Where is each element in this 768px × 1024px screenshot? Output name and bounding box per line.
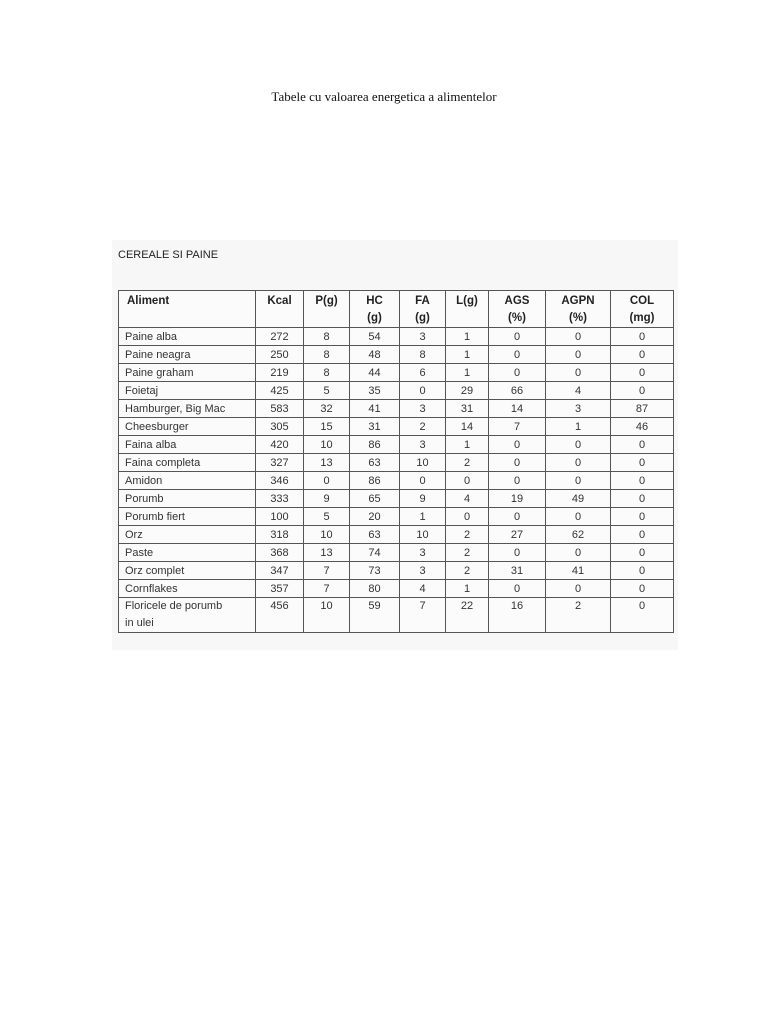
value-cell: 0 xyxy=(611,382,674,400)
column-header-fa: FA (g) xyxy=(400,291,446,328)
value-cell: 10 xyxy=(400,526,446,544)
value-cell: 0 xyxy=(489,454,546,472)
value-cell: 9 xyxy=(304,490,350,508)
value-cell: 0 xyxy=(546,472,611,490)
value-cell: 272 xyxy=(256,328,304,346)
value-cell: 0 xyxy=(446,508,489,526)
value-cell: 0 xyxy=(611,454,674,472)
value-cell: 54 xyxy=(350,328,400,346)
value-cell: 16 xyxy=(489,598,546,633)
section-title: CEREALE SI PAINE xyxy=(118,249,219,261)
value-cell: 8 xyxy=(304,346,350,364)
table-row xyxy=(119,382,674,400)
value-cell: 0 xyxy=(489,472,546,490)
table-row xyxy=(119,598,674,633)
table-row xyxy=(119,490,674,508)
value-cell: 41 xyxy=(350,400,400,418)
food-name-cell: Faina alba xyxy=(119,436,256,454)
value-cell: 3 xyxy=(400,436,446,454)
value-cell: 0 xyxy=(489,364,546,382)
value-cell: 2 xyxy=(446,562,489,580)
value-cell: 0 xyxy=(611,436,674,454)
value-cell: 0 xyxy=(546,364,611,382)
value-cell: 2 xyxy=(400,418,446,436)
food-name-cell: Cheesburger xyxy=(119,418,256,436)
column-header-kcal: Kcal xyxy=(256,291,304,328)
value-cell: 0 xyxy=(611,346,674,364)
value-cell: 44 xyxy=(350,364,400,382)
value-cell: 0 xyxy=(611,472,674,490)
value-cell: 1 xyxy=(446,346,489,364)
value-cell: 0 xyxy=(400,472,446,490)
food-name-cell: Orz complet xyxy=(119,562,256,580)
table-row xyxy=(119,364,674,382)
value-cell: 347 xyxy=(256,562,304,580)
value-cell: 8 xyxy=(304,328,350,346)
value-cell: 1 xyxy=(446,364,489,382)
food-name-cell: Hamburger, Big Mac xyxy=(119,400,256,418)
value-cell: 35 xyxy=(350,382,400,400)
value-cell: 31 xyxy=(350,418,400,436)
value-cell: 10 xyxy=(400,454,446,472)
value-cell: 48 xyxy=(350,346,400,364)
value-cell: 0 xyxy=(611,364,674,382)
value-cell: 305 xyxy=(256,418,304,436)
value-cell: 41 xyxy=(546,562,611,580)
value-cell: 14 xyxy=(446,418,489,436)
value-cell: 0 xyxy=(611,544,674,562)
value-cell: 7 xyxy=(489,418,546,436)
value-cell: 0 xyxy=(489,328,546,346)
value-cell: 2 xyxy=(446,526,489,544)
value-cell: 1 xyxy=(446,436,489,454)
value-cell: 333 xyxy=(256,490,304,508)
value-cell: 0 xyxy=(611,490,674,508)
value-cell: 73 xyxy=(350,562,400,580)
value-cell: 368 xyxy=(256,544,304,562)
value-cell: 13 xyxy=(304,544,350,562)
value-cell: 4 xyxy=(546,382,611,400)
value-cell: 10 xyxy=(304,526,350,544)
nutrition-table xyxy=(118,290,674,633)
value-cell: 357 xyxy=(256,580,304,598)
value-cell: 31 xyxy=(489,562,546,580)
value-cell: 327 xyxy=(256,454,304,472)
value-cell: 19 xyxy=(489,490,546,508)
column-header-col: COL (mg) xyxy=(611,291,674,328)
value-cell: 13 xyxy=(304,454,350,472)
value-cell: 15 xyxy=(304,418,350,436)
value-cell: 0 xyxy=(489,544,546,562)
value-cell: 1 xyxy=(546,418,611,436)
food-name-cell: Paine graham xyxy=(119,364,256,382)
food-name-cell: Paste xyxy=(119,544,256,562)
table-body xyxy=(119,328,674,633)
value-cell: 29 xyxy=(446,382,489,400)
value-cell: 0 xyxy=(611,580,674,598)
food-name-cell: Paine neagra xyxy=(119,346,256,364)
table-row xyxy=(119,328,674,346)
column-header-protein: P(g) xyxy=(304,291,350,328)
value-cell: 0 xyxy=(546,346,611,364)
value-cell: 346 xyxy=(256,472,304,490)
value-cell: 63 xyxy=(350,526,400,544)
value-cell: 100 xyxy=(256,508,304,526)
value-cell: 425 xyxy=(256,382,304,400)
value-cell: 9 xyxy=(400,490,446,508)
value-cell: 10 xyxy=(304,598,350,633)
document-title: Tabele cu valoarea energetica a alimentelor xyxy=(271,89,497,104)
table-row xyxy=(119,544,674,562)
table-row xyxy=(119,418,674,436)
value-cell: 0 xyxy=(489,346,546,364)
value-cell: 0 xyxy=(611,526,674,544)
value-cell: 4 xyxy=(446,490,489,508)
table-row xyxy=(119,454,674,472)
value-cell: 420 xyxy=(256,436,304,454)
value-cell: 86 xyxy=(350,472,400,490)
value-cell: 86 xyxy=(350,436,400,454)
table-header-row xyxy=(119,291,674,328)
value-cell: 0 xyxy=(611,508,674,526)
value-cell: 3 xyxy=(400,544,446,562)
value-cell: 7 xyxy=(400,598,446,633)
value-cell: 5 xyxy=(304,508,350,526)
value-cell: 66 xyxy=(489,382,546,400)
value-cell: 27 xyxy=(489,526,546,544)
table-row xyxy=(119,526,674,544)
table-row xyxy=(119,562,674,580)
food-name-cell: Faina completa xyxy=(119,454,256,472)
value-cell: 74 xyxy=(350,544,400,562)
value-cell: 0 xyxy=(489,580,546,598)
value-cell: 31 xyxy=(446,400,489,418)
column-header-agpn: AGPN (%) xyxy=(546,291,611,328)
value-cell: 456 xyxy=(256,598,304,633)
value-cell: 2 xyxy=(446,544,489,562)
value-cell: 219 xyxy=(256,364,304,382)
value-cell: 1 xyxy=(400,508,446,526)
food-name-cell: Orz xyxy=(119,526,256,544)
value-cell: 46 xyxy=(611,418,674,436)
table-row xyxy=(119,580,674,598)
table-row xyxy=(119,436,674,454)
value-cell: 59 xyxy=(350,598,400,633)
table-row xyxy=(119,472,674,490)
value-cell: 250 xyxy=(256,346,304,364)
value-cell: 20 xyxy=(350,508,400,526)
value-cell: 583 xyxy=(256,400,304,418)
column-header-aliment: Aliment xyxy=(119,291,256,328)
value-cell: 0 xyxy=(489,508,546,526)
value-cell: 0 xyxy=(446,472,489,490)
value-cell: 80 xyxy=(350,580,400,598)
value-cell: 0 xyxy=(546,508,611,526)
food-name-cell: Porumb fiert xyxy=(119,508,256,526)
value-cell: 0 xyxy=(611,598,674,633)
column-header-hc: HC (g) xyxy=(350,291,400,328)
value-cell: 3 xyxy=(400,328,446,346)
value-cell: 8 xyxy=(304,364,350,382)
value-cell: 7 xyxy=(304,580,350,598)
table-row xyxy=(119,346,674,364)
value-cell: 62 xyxy=(546,526,611,544)
value-cell: 0 xyxy=(546,436,611,454)
food-name-cell: Amidon xyxy=(119,472,256,490)
value-cell: 65 xyxy=(350,490,400,508)
food-name-cell: Foietaj xyxy=(119,382,256,400)
value-cell: 63 xyxy=(350,454,400,472)
value-cell: 0 xyxy=(546,328,611,346)
value-cell: 49 xyxy=(546,490,611,508)
food-name-cell: Porumb xyxy=(119,490,256,508)
value-cell: 1 xyxy=(446,328,489,346)
value-cell: 3 xyxy=(546,400,611,418)
value-cell: 32 xyxy=(304,400,350,418)
value-cell: 3 xyxy=(400,562,446,580)
table-row xyxy=(119,508,674,526)
value-cell: 0 xyxy=(546,454,611,472)
value-cell: 0 xyxy=(400,382,446,400)
value-cell: 318 xyxy=(256,526,304,544)
column-header-lipids: L(g) xyxy=(446,291,489,328)
food-name-cell: Paine alba xyxy=(119,328,256,346)
table-image xyxy=(112,240,678,650)
value-cell: 14 xyxy=(489,400,546,418)
value-cell: 4 xyxy=(400,580,446,598)
value-cell: 0 xyxy=(611,328,674,346)
value-cell: 0 xyxy=(611,562,674,580)
value-cell: 0 xyxy=(546,544,611,562)
value-cell: 6 xyxy=(400,364,446,382)
value-cell: 1 xyxy=(446,580,489,598)
value-cell: 87 xyxy=(611,400,674,418)
food-name-cell: Cornflakes xyxy=(119,580,256,598)
food-name-cell: Floricele de porumb in ulei xyxy=(119,598,256,633)
column-header-ags: AGS (%) xyxy=(489,291,546,328)
value-cell: 2 xyxy=(446,454,489,472)
value-cell: 5 xyxy=(304,382,350,400)
value-cell: 8 xyxy=(400,346,446,364)
value-cell: 3 xyxy=(400,400,446,418)
value-cell: 10 xyxy=(304,436,350,454)
value-cell: 0 xyxy=(546,580,611,598)
table-row xyxy=(119,400,674,418)
value-cell: 7 xyxy=(304,562,350,580)
value-cell: 0 xyxy=(304,472,350,490)
value-cell: 2 xyxy=(546,598,611,633)
value-cell: 22 xyxy=(446,598,489,633)
value-cell: 0 xyxy=(489,436,546,454)
